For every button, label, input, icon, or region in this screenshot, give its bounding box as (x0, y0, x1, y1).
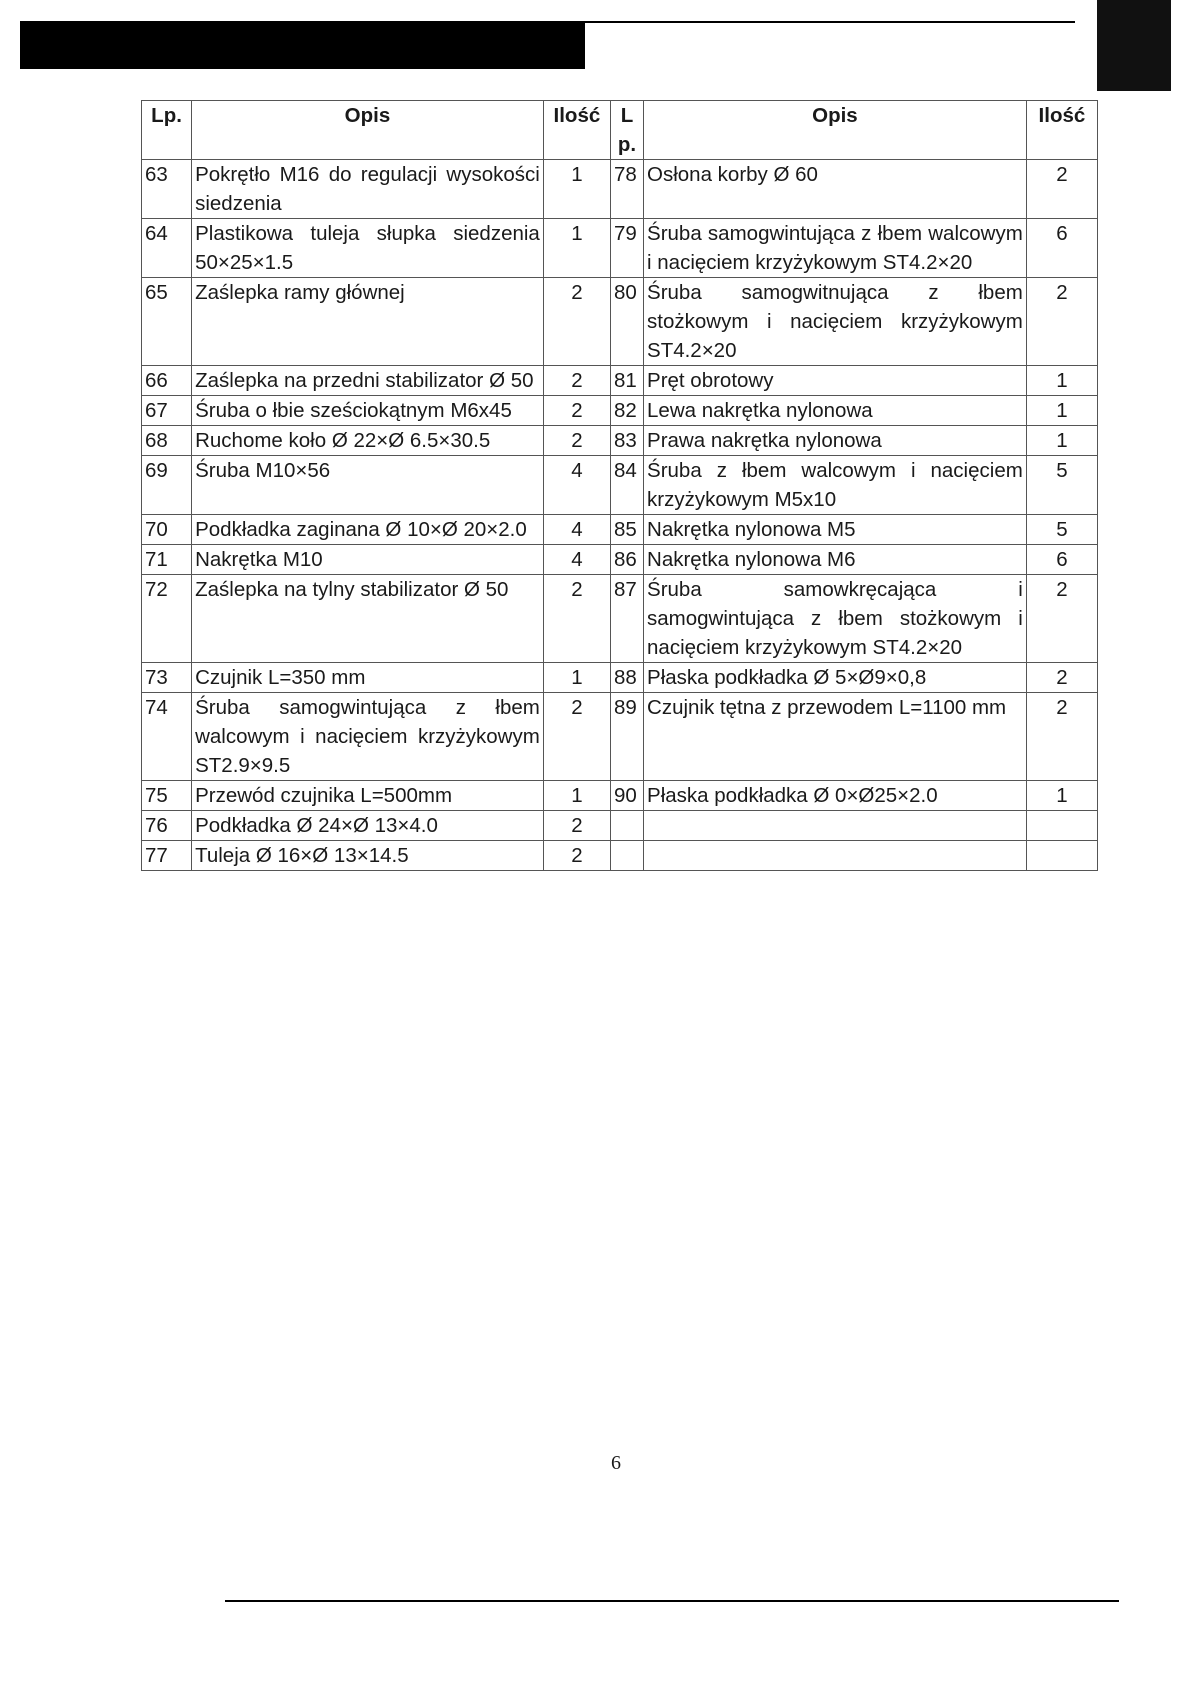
row-qty-right: 2 (1026, 663, 1097, 693)
row-desc-right: Śruba samogwitnująca z łbem stożkowym i nacięciem krzyżykowym ST4.2×20 (644, 278, 1027, 366)
row-qty-left: 4 (543, 515, 610, 545)
row-qty-left: 4 (543, 456, 610, 515)
row-desc-right (644, 811, 1027, 841)
row-desc-right: Płaska podkładka Ø 5×Ø9×0,8 (644, 663, 1027, 693)
row-lp-left: 77 (142, 841, 192, 871)
row-qty-right: 2 (1026, 278, 1097, 366)
table-row (142, 426, 1098, 456)
row-lp-left: 74 (142, 693, 192, 781)
row-desc-left: Plastikowa tuleja słupka siedzenia 50×25×1.5 (192, 219, 544, 278)
row-desc-left: Podkładka Ø 24×Ø 13×4.0 (192, 811, 544, 841)
row-qty-left: 2 (543, 278, 610, 366)
row-desc-right: Prawa nakrętka nylonowa (644, 426, 1027, 456)
row-desc-left: Czujnik L=350 mm (192, 663, 544, 693)
header-qty-right: Ilość (1026, 101, 1097, 160)
row-desc-right: Śruba samogwintująca z łbem walcowym i nacięciem krzyżykowym ST4.2×20 (644, 219, 1027, 278)
row-lp-left: 72 (142, 575, 192, 663)
table-row (142, 575, 1098, 663)
row-lp-left: 71 (142, 545, 192, 575)
row-lp-left: 76 (142, 811, 192, 841)
table-row (142, 366, 1098, 396)
table-row (142, 841, 1098, 871)
row-lp-right: 79 (610, 219, 643, 278)
row-lp-left: 75 (142, 781, 192, 811)
table-row (142, 781, 1098, 811)
row-lp-left: 69 (142, 456, 192, 515)
row-qty-right: 6 (1026, 545, 1097, 575)
corner-tab (1097, 0, 1171, 91)
header-lp-right: L p. (610, 101, 643, 160)
row-qty-left: 2 (543, 693, 610, 781)
row-desc-right: Osłona korby Ø 60 (644, 160, 1027, 219)
row-qty-right: 1 (1026, 366, 1097, 396)
row-desc-left: Przewód czujnika L=500mm (192, 781, 544, 811)
row-desc-left: Nakrętka M10 (192, 545, 544, 575)
row-lp-right: 89 (610, 693, 643, 781)
row-qty-left: 2 (543, 396, 610, 426)
row-lp-right: 84 (610, 456, 643, 515)
row-qty-right (1026, 811, 1097, 841)
row-lp-right: 87 (610, 575, 643, 663)
row-lp-right: 88 (610, 663, 643, 693)
row-lp-right: 78 (610, 160, 643, 219)
row-qty-right: 2 (1026, 693, 1097, 781)
table-row (142, 663, 1098, 693)
row-desc-left: Zaślepka ramy głównej (192, 278, 544, 366)
row-qty-left: 1 (543, 219, 610, 278)
row-desc-right: Śruba z łbem walcowym i nacięciem krzyżykowym M5x10 (644, 456, 1027, 515)
row-lp-left: 68 (142, 426, 192, 456)
row-lp-left: 70 (142, 515, 192, 545)
row-qty-left: 2 (543, 575, 610, 663)
row-lp-right (610, 811, 643, 841)
row-desc-right: Czujnik tętna z przewodem L=1100 mm (644, 693, 1027, 781)
row-lp-right (610, 841, 643, 871)
row-lp-right: 82 (610, 396, 643, 426)
row-qty-right: 5 (1026, 515, 1097, 545)
row-lp-left: 67 (142, 396, 192, 426)
table-row (142, 219, 1098, 278)
table-row (142, 160, 1098, 219)
row-qty-left: 2 (543, 426, 610, 456)
row-desc-right: Pręt obrotowy (644, 366, 1027, 396)
page-number: 6 (611, 1452, 621, 1474)
row-lp-left: 66 (142, 366, 192, 396)
row-qty-right: 5 (1026, 456, 1097, 515)
table-row (142, 278, 1098, 366)
table-row (142, 693, 1098, 781)
header-lp-left: Lp. (142, 101, 192, 160)
row-desc-left: Śruba M10×56 (192, 456, 544, 515)
row-qty-left: 2 (543, 841, 610, 871)
row-desc-right: Płaska podkładka Ø 0×Ø25×2.0 (644, 781, 1027, 811)
table-row (142, 545, 1098, 575)
row-qty-right: 2 (1026, 160, 1097, 219)
row-desc-left: Ruchome koło Ø 22×Ø 6.5×30.5 (192, 426, 544, 456)
row-lp-left: 73 (142, 663, 192, 693)
row-desc-left: Śruba o łbie sześciokątnym M6x45 (192, 396, 544, 426)
row-desc-left: Pokrętło M16 do regulacji wysokości siedzenia (192, 160, 544, 219)
row-desc-left: Tuleja Ø 16×Ø 13×14.5 (192, 841, 544, 871)
row-desc-right (644, 841, 1027, 871)
row-lp-right: 85 (610, 515, 643, 545)
table-row (142, 811, 1098, 841)
table-row (142, 515, 1098, 545)
row-desc-left: Podkładka zaginana Ø 10×Ø 20×2.0 (192, 515, 544, 545)
row-qty-left: 2 (543, 366, 610, 396)
row-lp-right: 83 (610, 426, 643, 456)
row-qty-left: 1 (543, 663, 610, 693)
row-desc-right: Lewa nakrętka nylonowa (644, 396, 1027, 426)
row-qty-left: 4 (543, 545, 610, 575)
row-lp-right: 80 (610, 278, 643, 366)
row-qty-right: 6 (1026, 219, 1097, 278)
header-rule (585, 21, 1075, 23)
table-header-row (142, 101, 1098, 160)
header-black-bar (20, 21, 585, 69)
row-desc-left: Zaślepka na przedni stabilizator Ø 50 (192, 366, 544, 396)
row-qty-left: 1 (543, 781, 610, 811)
row-lp-right: 81 (610, 366, 643, 396)
row-qty-left: 2 (543, 811, 610, 841)
header-desc-left: Opis (192, 101, 544, 160)
header-desc-right: Opis (644, 101, 1027, 160)
row-desc-left: Zaślepka na tylny stabilizator Ø 50 (192, 575, 544, 663)
row-qty-right: 1 (1026, 426, 1097, 456)
row-lp-right: 90 (610, 781, 643, 811)
row-desc-left: Śruba samogwintująca z łbem walcowym i nacięciem krzyżykowym ST2.9×9.5 (192, 693, 544, 781)
table-row (142, 396, 1098, 426)
row-lp-left: 64 (142, 219, 192, 278)
row-qty-right (1026, 841, 1097, 871)
header-qty-left: Ilość (543, 101, 610, 160)
row-desc-right: Nakrętka nylonowa M5 (644, 515, 1027, 545)
row-lp-right: 86 (610, 545, 643, 575)
parts-table (141, 100, 1098, 871)
row-qty-right: 1 (1026, 396, 1097, 426)
footer-rule (225, 1600, 1119, 1602)
row-qty-right: 2 (1026, 575, 1097, 663)
row-desc-right: Nakrętka nylonowa M6 (644, 545, 1027, 575)
row-qty-left: 1 (543, 160, 610, 219)
row-desc-right: Śruba samowkręcająca i samogwintująca z łbem stożkowym i nacięciem krzyżykowym ST4.2×20 (644, 575, 1027, 663)
row-lp-left: 63 (142, 160, 192, 219)
row-lp-left: 65 (142, 278, 192, 366)
table-row (142, 456, 1098, 515)
row-qty-right: 1 (1026, 781, 1097, 811)
